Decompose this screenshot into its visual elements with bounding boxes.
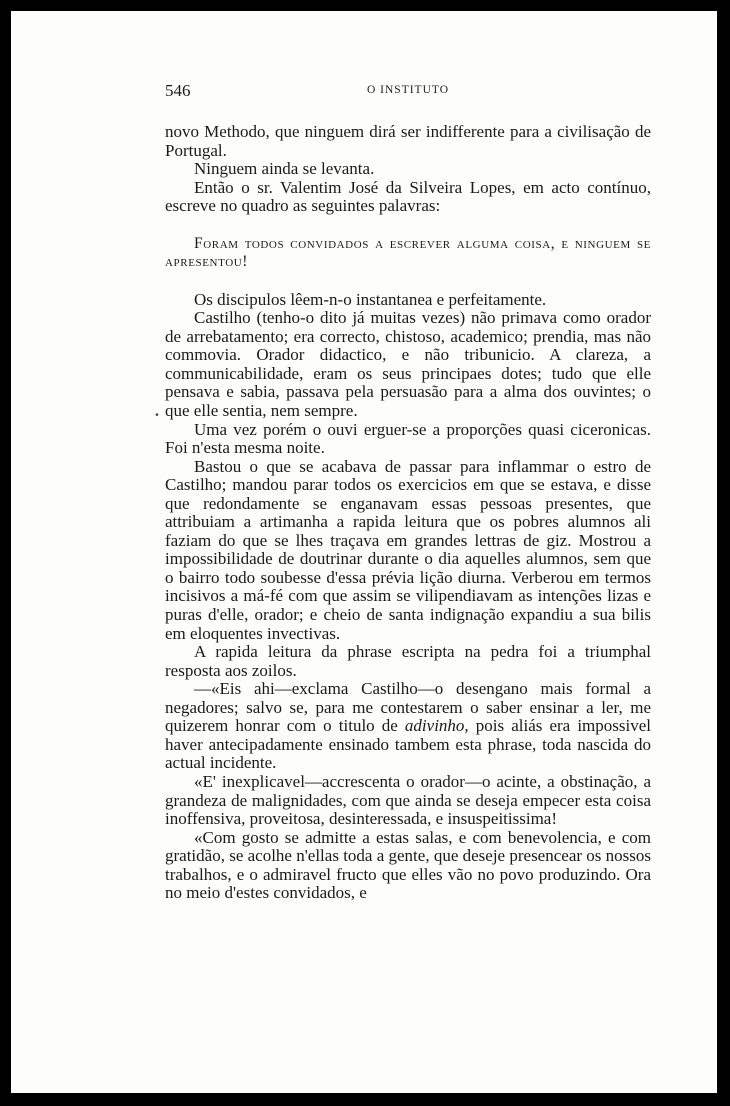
running-title: O INSTITUTO: [366, 84, 450, 96]
margin-mark-icon: •: [154, 410, 160, 421]
paragraph: Castilho (tenho-o dito já muitas vezes) não primava como orador de arrebatamento; era correcto, chistoso, academico; prendia, mas não commovia. Orador didactico, e não tribunicio. A clareza, a communicabilidade, eram os seus principaes dotes; tudo que elle pensava e sabia, passava pela persuasão para a alma dos ouvintes; o que elle sentia, nem sempre.: [165, 308, 651, 421]
paragraph: Ninguem ainda se levanta.: [194, 159, 375, 179]
paragraph: A rapida leitura da phrase escripta na pedra foi a triumphal resposta aos zoilos.: [165, 642, 651, 680]
page-body: [165, 123, 651, 903]
paragraph: Uma vez porém o ouvi erguer-se a proporções quasi ciceronicas. Foi n'esta mesma noite.: [165, 419, 651, 458]
paragraph-text: pois aliás era impossivel haver antecipadamente ensinado tambem esta phrase, toda nascida do actual incidente.: [165, 716, 651, 773]
page-number: 546: [165, 81, 191, 100]
paragraph: [165, 680, 651, 773]
paragraph: novo Methodo, que ninguem dirá ser indifferente para a civilisação de Portugal.: [165, 122, 651, 160]
paragraph-text: —«Eis ahi—exclama Castilho—o desengano mais formal a negadores; salvo se, para me contestarem o saber ensinar a ler, me quizerem honrar com o titulo de: [165, 679, 651, 736]
paragraph: «Com gosto se admitte a estas salas, e com benevolencia, e com gratidão, se acolhe n'ellas toda a gente, que deseje presencear os nossos trabalhos, e o admiravel fructo que elles vão no povo produzindo. Ora no meio d'estes convidados, e: [165, 827, 651, 903]
paragraph: Bastou o que se acabava de passar para inflammar o estro de Castilho; mandou parar todos os exercicios em que se estava, e disse que redondamente se enganavam essas pessoas presentes, que attribuiam a artimanha a rapida leitura que os pobres alumnos ali faziam do que se lhes traçava em grandes lettras de giz. Mostrou a impossibilidade de doutrinar durante o dia aquelles alumnos, sem que o bairro todo soubesse d'essa prévia lição diurna. Verberou em termos incisivos a má-fé com que assim se vilipendiavam as intenções lizas e puras d'elle, orador; e cheio de santa indignação expandiu a sua bilis em eloquentes invectivas.: [165, 456, 651, 643]
paragraph: Os discipulos lêem-n-o instantanea e perfeitamente.: [194, 289, 547, 309]
italic-word: adivinho,: [404, 716, 469, 736]
paragraph: «E' inexplicavel—accrescenta o orador—o acinte, a obstinação, a grandeza de malignidades, com que ainda se deseja empecer esta coisa inoffensiva, proveitosa, desinteressada, e insuspeitissima!: [165, 771, 651, 829]
chalkboard-quote: Foram todos convidados a escrever alguma coisa, e ninguem se apresentou!: [165, 234, 651, 271]
book-page: [11, 11, 717, 1093]
page-header: [165, 81, 651, 103]
paragraph: Então o sr. Valentim José da Silveira Lopes, em acto contínuo, escreve no quadro as seguintes palavras:: [165, 177, 651, 216]
